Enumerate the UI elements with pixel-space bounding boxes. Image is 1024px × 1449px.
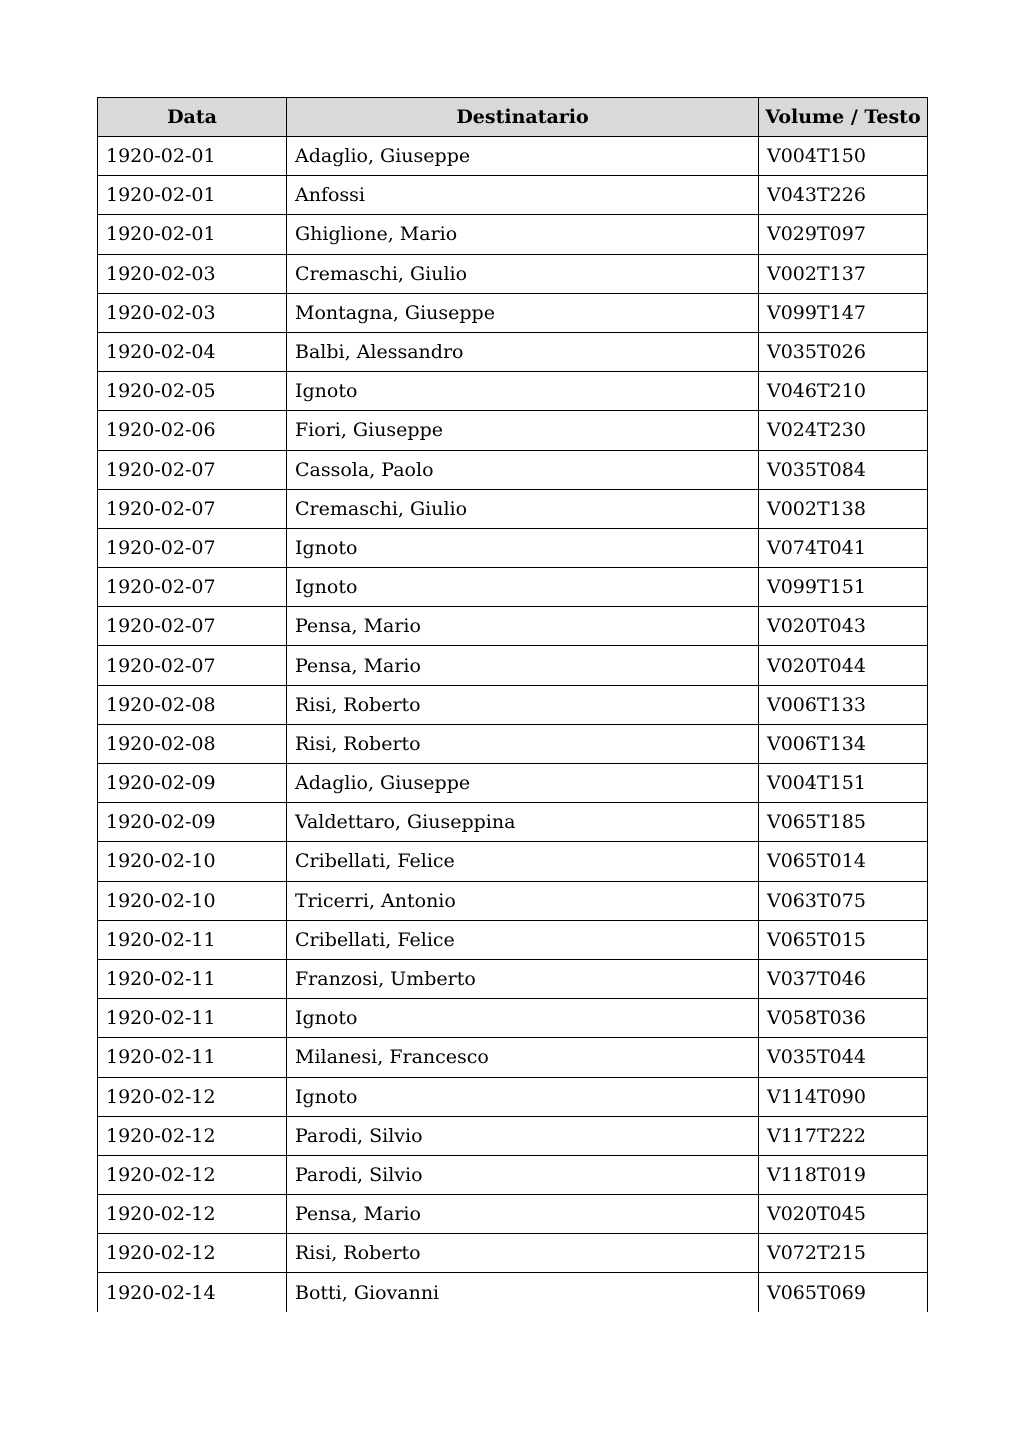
cell-date: 1920-02-12: [98, 1077, 287, 1116]
cell-date: 1920-02-14: [98, 1273, 287, 1312]
cell-volume: V046T210: [759, 372, 928, 411]
cell-recipient: Risi, Roberto: [287, 724, 759, 763]
cell-volume: V035T044: [759, 1038, 928, 1077]
table-row: [98, 1273, 928, 1312]
table-row: [98, 1038, 928, 1077]
cell-date: 1920-02-12: [98, 1234, 287, 1273]
table-row: [98, 803, 928, 842]
cell-volume: V065T185: [759, 803, 928, 842]
table-row: [98, 137, 928, 176]
letters-table: [97, 97, 928, 1312]
table-row: [98, 959, 928, 998]
cell-recipient: Adaglio, Giuseppe: [287, 137, 759, 176]
cell-volume: V002T138: [759, 489, 928, 528]
cell-recipient: Adaglio, Giuseppe: [287, 764, 759, 803]
cell-date: 1920-02-10: [98, 881, 287, 920]
cell-volume: V072T215: [759, 1234, 928, 1273]
cell-date: 1920-02-11: [98, 1038, 287, 1077]
cell-volume: V117T222: [759, 1116, 928, 1155]
cell-volume: V058T036: [759, 999, 928, 1038]
cell-date: 1920-02-04: [98, 332, 287, 371]
cell-date: 1920-02-08: [98, 685, 287, 724]
cell-volume: V029T097: [759, 215, 928, 254]
cell-date: 1920-02-07: [98, 528, 287, 567]
table-row: [98, 254, 928, 293]
cell-date: 1920-02-07: [98, 568, 287, 607]
cell-volume: V002T137: [759, 254, 928, 293]
table-row: [98, 450, 928, 489]
cell-volume: V020T044: [759, 646, 928, 685]
cell-recipient: Ignoto: [287, 568, 759, 607]
header-volume: Volume / Testo: [759, 98, 928, 137]
cell-volume: V006T134: [759, 724, 928, 763]
table-row: [98, 999, 928, 1038]
cell-date: 1920-02-01: [98, 215, 287, 254]
cell-volume: V035T084: [759, 450, 928, 489]
cell-volume: V099T147: [759, 293, 928, 332]
cell-volume: V024T230: [759, 411, 928, 450]
table-row: [98, 1155, 928, 1194]
cell-date: 1920-02-01: [98, 176, 287, 215]
table-row: [98, 332, 928, 371]
table-row: [98, 372, 928, 411]
table-row: [98, 176, 928, 215]
cell-volume: V063T075: [759, 881, 928, 920]
cell-volume: V114T090: [759, 1077, 928, 1116]
cell-volume: V006T133: [759, 685, 928, 724]
cell-volume: V074T041: [759, 528, 928, 567]
cell-recipient: Cassola, Paolo: [287, 450, 759, 489]
cell-recipient: Anfossi: [287, 176, 759, 215]
cell-date: 1920-02-09: [98, 803, 287, 842]
cell-volume: V043T226: [759, 176, 928, 215]
table-row: [98, 1077, 928, 1116]
cell-recipient: Ignoto: [287, 372, 759, 411]
table-body: [98, 137, 928, 1313]
cell-recipient: Balbi, Alessandro: [287, 332, 759, 371]
header-row: [98, 98, 928, 137]
header-date: Data: [98, 98, 287, 137]
cell-date: 1920-02-12: [98, 1195, 287, 1234]
cell-recipient: Parodi, Silvio: [287, 1116, 759, 1155]
cell-date: 1920-02-08: [98, 724, 287, 763]
cell-volume: V037T046: [759, 959, 928, 998]
table-row: [98, 1116, 928, 1155]
cell-volume: V065T069: [759, 1273, 928, 1312]
table-row: [98, 842, 928, 881]
cell-date: 1920-02-12: [98, 1116, 287, 1155]
cell-volume: V065T014: [759, 842, 928, 881]
table-row: [98, 1195, 928, 1234]
table-row: [98, 920, 928, 959]
table-row: [98, 881, 928, 920]
cell-recipient: Cribellati, Felice: [287, 842, 759, 881]
cell-recipient: Tricerri, Antonio: [287, 881, 759, 920]
cell-recipient: Parodi, Silvio: [287, 1155, 759, 1194]
cell-date: 1920-02-07: [98, 607, 287, 646]
cell-recipient: Cribellati, Felice: [287, 920, 759, 959]
cell-recipient: Risi, Roberto: [287, 1234, 759, 1273]
cell-volume: V099T151: [759, 568, 928, 607]
cell-date: 1920-02-05: [98, 372, 287, 411]
cell-date: 1920-02-09: [98, 764, 287, 803]
cell-recipient: Milanesi, Francesco: [287, 1038, 759, 1077]
cell-date: 1920-02-07: [98, 646, 287, 685]
cell-recipient: Ghiglione, Mario: [287, 215, 759, 254]
cell-recipient: Ignoto: [287, 999, 759, 1038]
cell-recipient: Ignoto: [287, 528, 759, 567]
table-row: [98, 1234, 928, 1273]
header-recipient: Destinatario: [287, 98, 759, 137]
cell-date: 1920-02-06: [98, 411, 287, 450]
cell-recipient: Risi, Roberto: [287, 685, 759, 724]
cell-recipient: Pensa, Mario: [287, 1195, 759, 1234]
table-row: [98, 215, 928, 254]
cell-volume: V035T026: [759, 332, 928, 371]
table-row: [98, 764, 928, 803]
cell-recipient: Botti, Giovanni: [287, 1273, 759, 1312]
cell-date: 1920-02-07: [98, 489, 287, 528]
cell-volume: V065T015: [759, 920, 928, 959]
table-row: [98, 411, 928, 450]
table-row: [98, 568, 928, 607]
table-row: [98, 528, 928, 567]
cell-volume: V118T019: [759, 1155, 928, 1194]
table-row: [98, 607, 928, 646]
cell-date: 1920-02-12: [98, 1155, 287, 1194]
cell-recipient: Valdettaro, Giuseppina: [287, 803, 759, 842]
cell-volume: V004T151: [759, 764, 928, 803]
cell-recipient: Pensa, Mario: [287, 607, 759, 646]
table-header: [98, 98, 928, 137]
cell-date: 1920-02-01: [98, 137, 287, 176]
cell-date: 1920-02-11: [98, 959, 287, 998]
cell-volume: V004T150: [759, 137, 928, 176]
cell-date: 1920-02-07: [98, 450, 287, 489]
table-row: [98, 724, 928, 763]
cell-volume: V020T043: [759, 607, 928, 646]
cell-recipient: Franzosi, Umberto: [287, 959, 759, 998]
cell-volume: V020T045: [759, 1195, 928, 1234]
cell-date: 1920-02-10: [98, 842, 287, 881]
table-row: [98, 489, 928, 528]
table-row: [98, 646, 928, 685]
cell-date: 1920-02-03: [98, 293, 287, 332]
cell-recipient: Ignoto: [287, 1077, 759, 1116]
table-row: [98, 685, 928, 724]
cell-date: 1920-02-11: [98, 920, 287, 959]
cell-date: 1920-02-03: [98, 254, 287, 293]
cell-recipient: Pensa, Mario: [287, 646, 759, 685]
table-row: [98, 293, 928, 332]
cell-recipient: Fiori, Giuseppe: [287, 411, 759, 450]
cell-recipient: Montagna, Giuseppe: [287, 293, 759, 332]
cell-recipient: Cremaschi, Giulio: [287, 254, 759, 293]
cell-recipient: Cremaschi, Giulio: [287, 489, 759, 528]
cell-date: 1920-02-11: [98, 999, 287, 1038]
